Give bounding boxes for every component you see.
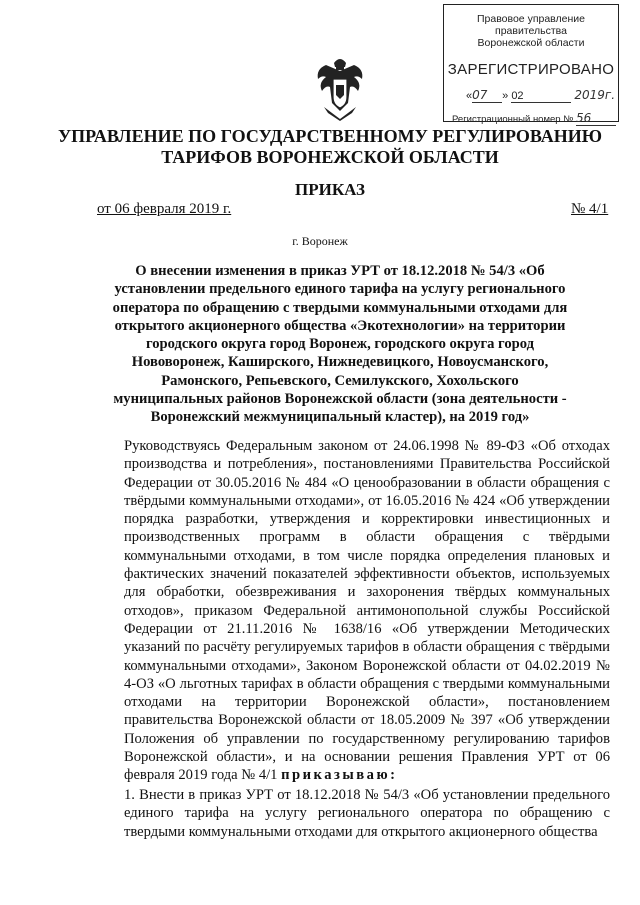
stamp-reg-number: Регистрационный номер № 56: [444, 111, 618, 126]
stamp-registered: ЗАРЕГИСТРИРОВАНО: [447, 61, 615, 78]
order-number: № 4/1: [571, 201, 609, 217]
stamp-year: 2019г.: [574, 88, 616, 102]
preamble: [124, 437, 610, 785]
doc-type: ПРИКАЗ: [295, 180, 365, 199]
order-word: приказываю:: [281, 767, 398, 784]
order-subject: О внесении изменения в приказ УРТ от 18.12.2018 № 54/3 «Об установлении предельного единого тарифа на услугу регионального оператора по обращению с твердыми коммунальными отходами для открытого акционерного общества «Экотехнологии» на территории городского округа город Воронеж, городского округа город Нововоронеж, Каширского, Нижнедевицкого, Новоусманского, Рамонского, Репьевского, Семилукского, Хохольского муниципальных районов Воронежской области (зона деятельности - Воронежский межмуниципальный кластер), на 2019 год»: [112, 263, 568, 426]
order-date: от 06 февраля 2019 г.: [97, 201, 232, 217]
city: г. Воронеж: [292, 234, 348, 248]
preamble-text: Руководствуясь Федеральным законом от 24.06.1998 № 89-ФЗ «Об отходах производства и потребления», постановлениями Правительства Российской Федерации от 30.05.2016 № 484 «О ценообразовании в области обращения с твёрдыми коммунальными отходами», от 16.05.2016 № 424 «Об утверждении порядка разработки, утверждения и корректировки инвестиционных и производственных программ в области обращения с твёрдыми коммунальными отходами, в том числе порядка определения плановых и фактических значений показателей эффективности объектов, используемых для обработки, обезвреживания и захоронения твёрдых коммунальных отходов», приказом Федеральной антимонопольной службы Российской Федерации от 21.11.2016 № 1638/16 «Об утверждении Методических указаний по расчёту регулируемых тарифов в области обращения с твёрдыми коммунальными отходами», Законом Воронежской области от 04.02.2019 № 4-ОЗ «О льготных тарифах в области обращения с твердыми коммунальными отходами на территории Воронежской области», постановлением правительства Воронежской области от 18.05.2009 № 397 «Об утверждении Положения об управлении по государственному регулированию тарифов Воронежской области», и на основании решения Правления УРТ от 06 февраля 2019 года № 4/1: [124, 438, 610, 784]
registration-stamp: [443, 4, 619, 125]
item-1: 1. Внести в приказ УРТ от 18.12.2018 № 54/3 «Об установлении предельного единого тарифа на услугу регионального оператора по обращению с твердыми коммунальными отходами для открытого акционерного общества: [124, 787, 610, 840]
org-title: УПРАВЛЕНИЕ ПО ГОСУДАРСТВЕННОМУ РЕГУЛИРОВАНИЮ ТАРИФОВ ВОРОНЕЖСКОЙ ОБЛАСТИ: [57, 126, 603, 167]
stamp-month: 02: [511, 90, 571, 103]
stamp-day: 07: [472, 88, 502, 103]
coat-of-arms-icon: [312, 55, 368, 123]
stamp-org: Правовое управление правительства Воронежской области: [476, 13, 585, 49]
stamp-date: «07 » 02 2019г.: [466, 88, 616, 102]
